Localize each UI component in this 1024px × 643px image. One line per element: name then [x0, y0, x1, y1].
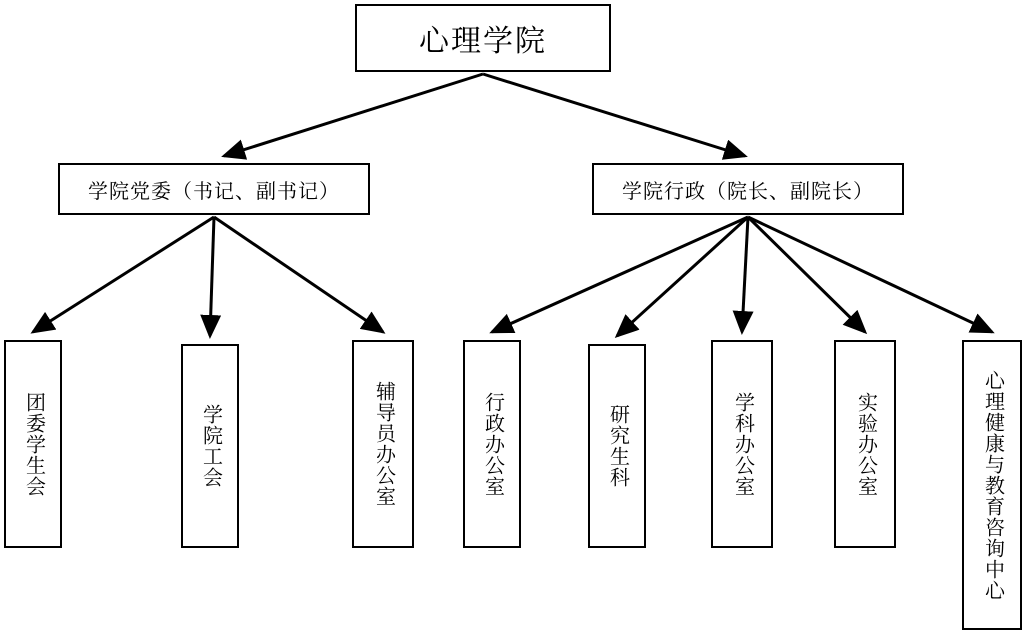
connector-root-to-admin: [483, 74, 745, 156]
node-root: 心理学院: [355, 4, 611, 72]
node-discipline-office: 学科办公室: [711, 340, 773, 548]
node-administrative-office: 行政办公室: [463, 340, 521, 548]
connector-admin-to-admin-office: [492, 217, 748, 332]
connector-admin-to-counseling-center: [748, 217, 992, 332]
node-college-administration: 学院行政（院长、副院长）: [592, 163, 904, 215]
node-laboratory-office: 实验办公室: [834, 340, 896, 548]
connector-party-to-youth-league: [33, 217, 214, 332]
connector-root-to-party: [224, 74, 483, 156]
connector-party-to-counselor-office: [214, 217, 383, 332]
connector-admin-to-discipline-office: [742, 217, 748, 332]
node-mental-health-education-counseling-center: 心理健康与教育咨询中心: [962, 340, 1022, 630]
node-counselor-office: 辅导员办公室: [352, 340, 414, 548]
node-college-labor-union: 学院工会: [181, 344, 239, 548]
node-party-committee: 学院党委（书记、副书记）: [58, 163, 370, 215]
connector-admin-to-lab-office: [748, 217, 865, 332]
connector-party-to-union: [210, 217, 214, 336]
connector-admin-to-graduate-section: [617, 217, 748, 336]
node-youth-league-student-union: 团委学生会: [4, 340, 62, 548]
node-graduate-student-section: 研究生科: [588, 344, 646, 548]
